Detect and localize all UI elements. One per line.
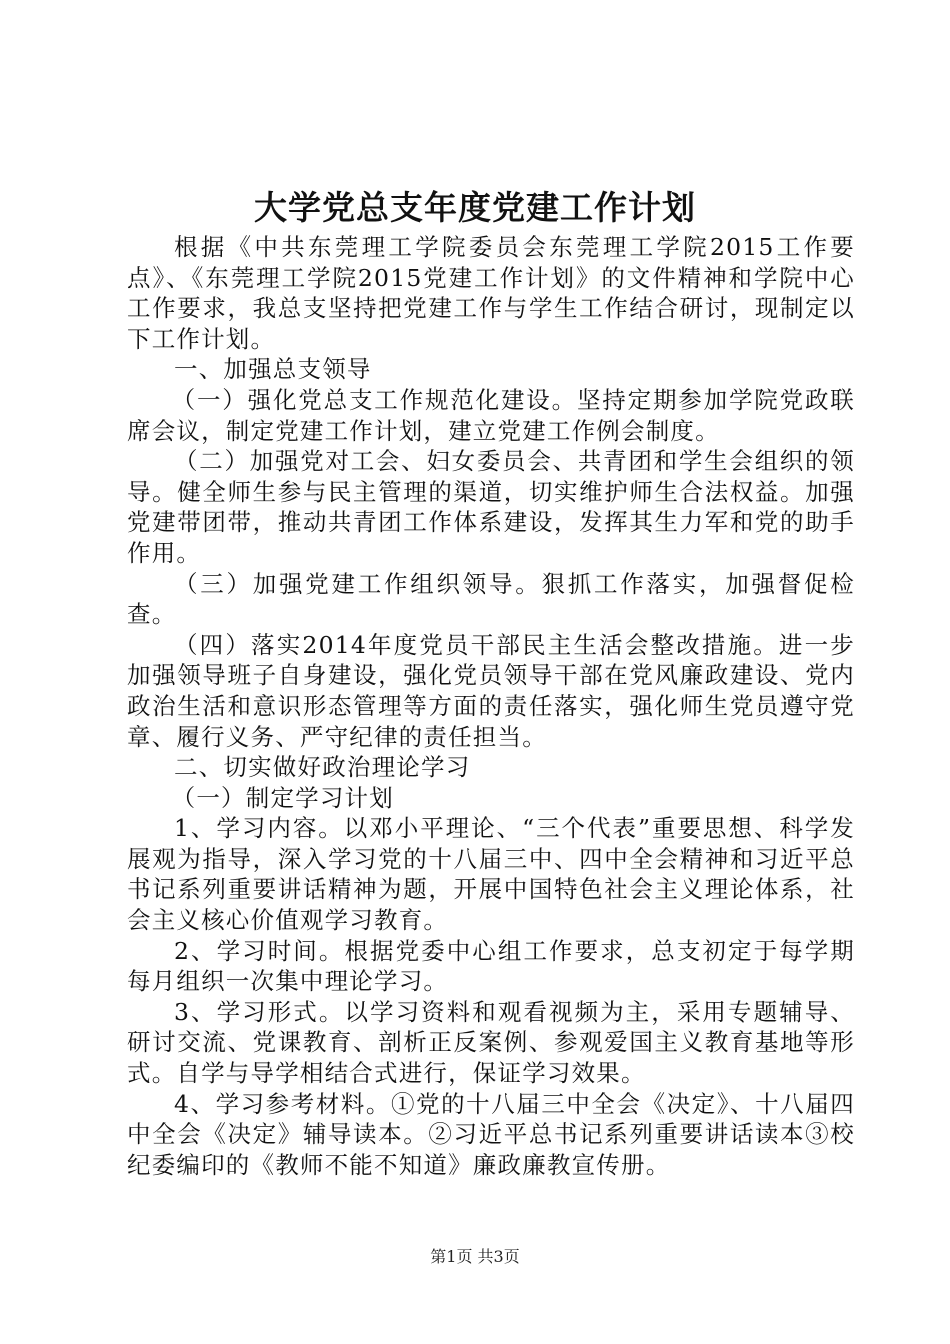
intro-paragraph: 根据《中共东莞理工学院委员会东莞理工学院2015工作要点》、《东莞理工学院2015党建工作计划》的文件精神和学院中心工作要求，我总支坚持把党建工作与学生工作结合研讨，现制定以下工作计划。 (127, 233, 855, 353)
paragraph-1-3: （三）加强党建工作组织领导。狠抓工作落实，加强督促检查。 (127, 569, 855, 629)
document-title: 大学党总支年度党建工作计划 (254, 188, 696, 227)
paragraph-2-1-4: 4、学习参考材料。①党的十八届三中全会《决定》、十八届四中全会《决定》辅导读本。②习近平总书记系列重要讲话读本③校纪委编印的《教师不能不知道》廉政廉教宣传册。 (127, 1089, 855, 1179)
paragraph-1-2: （二）加强党对工会、妇女委员会、共青团和学生会组织的领导。健全师生参与民主管理的渠道，切实维护师生合法权益。加强党建带团带，推动共青团工作体系建设，发挥其生力军和党的助手作用。 (127, 447, 855, 567)
paragraph-1-4: （四）落实2014年度党员干部民主生活会整改措施。进一步加强领导班子自身建设，强化党员领导干部在党风廉政建设、党内政治生活和意识形态管理等方面的责任落实，强化师生党员遵守党章、履行义务、严守纪律的责任担当。 (127, 630, 855, 751)
document-body (127, 232, 855, 1180)
paragraph-2-1-2: 2、学习时间。根据党委中心组工作要求，总支初定于每学期每月组织一次集中理论学习。 (127, 936, 855, 996)
paragraph-1-1: （一）强化党总支工作规范化建设。坚持定期参加学院党政联席会议，制定党建工作计划，建立党建工作例会制度。 (127, 385, 855, 445)
section-heading-2: 二、切实做好政治理论学习 (174, 753, 471, 782)
section-heading-1: 一、加强总支领导 (174, 355, 372, 384)
subheading-2-1: （一）制定学习计划 (171, 783, 394, 812)
page-footer: 第1页 共3页 (430, 1247, 520, 1266)
paragraph-2-1-3: 3、学习形式。以学习资料和观看视频为主，采用专题辅导、研讨交流、党课教育、剖析正反案例、参观爱国主义教育基地等形式。自学与导学相结合式进行，保证学习效果。 (127, 997, 855, 1088)
paragraph-2-1-1: 1、学习内容。以邓小平理论、“三个代表”重要思想、科学发展观为指导，深入学习党的十八届三中、四中全会精神和习近平总书记系列重要讲话精神为题，开展中国特色社会主义理论体系，社会主义核心价值观学习教育。 (127, 814, 855, 935)
